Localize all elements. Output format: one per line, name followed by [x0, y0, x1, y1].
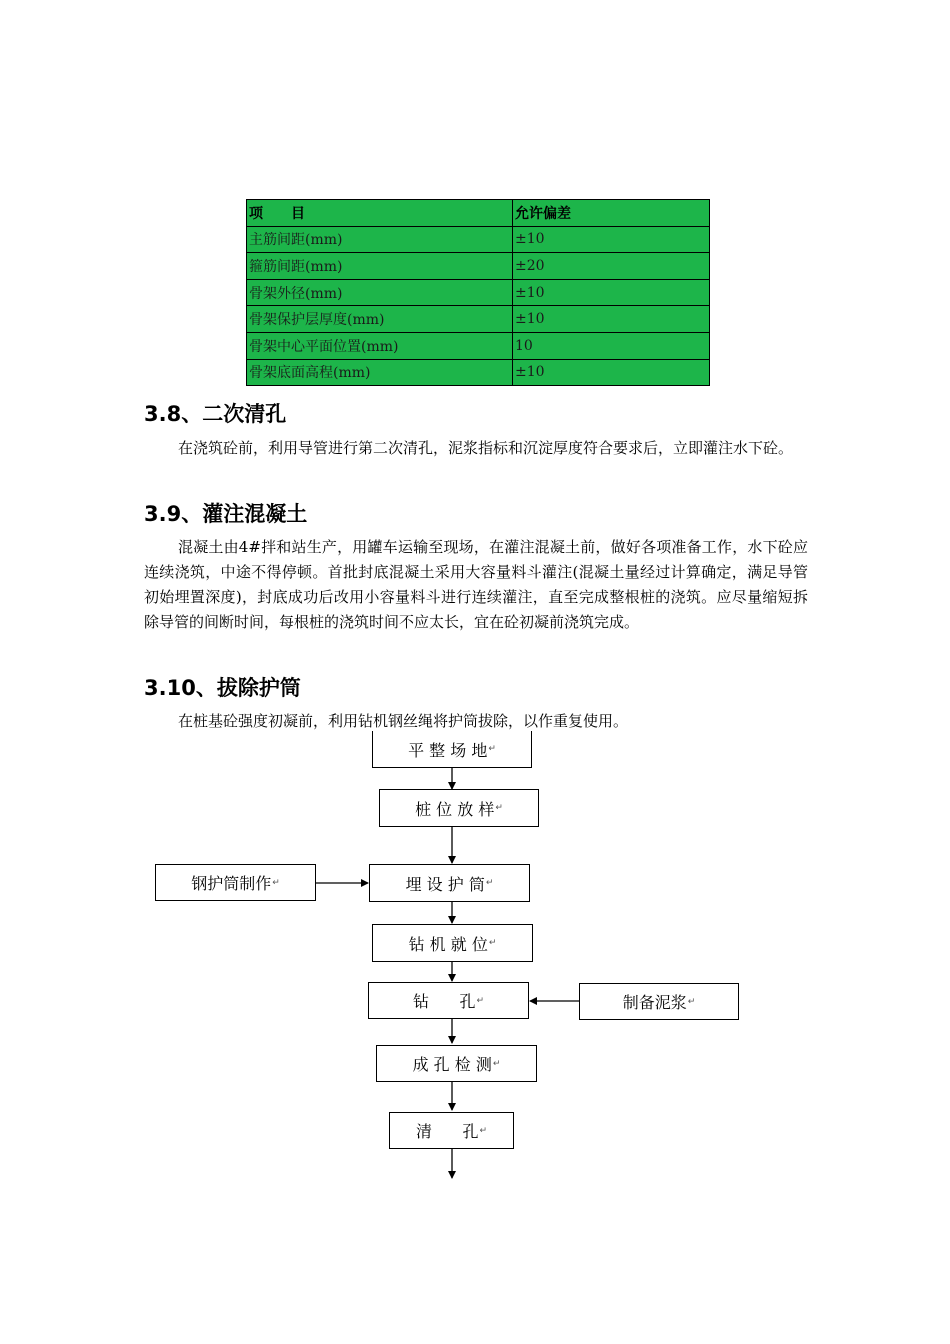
table-cell: 骨架保护层厚度(mm)	[247, 306, 513, 333]
flow-step-label: 钻 孔	[412, 992, 476, 1011]
section-text-3-9: 混凝土由4#拌和站生产，用罐车运输至现场，在灌注混凝土前，做好各项准备工作，水下砼应连续浇筑，中途不得停顿。首批封底混凝土采用大容量料斗灌注(混凝土量经过计算确定，满足导管初始埋置深度)，封底成功后改用小容量料斗进行连续灌注，直至完成整根桩的浇筑。应尽量缩短拆除导管的间断时间，每根桩的浇筑时间不应太长，宜在砼初凝前浇筑完成。	[144, 538, 808, 631]
return-mark: ↵	[488, 938, 497, 948]
table-cell: ±10	[513, 306, 710, 333]
flow-step-label: 平 整 场 地	[408, 740, 488, 760]
flow-step-rig-positioning	[372, 924, 533, 962]
section-heading-3-10: 3.10、拔除护筒	[144, 676, 301, 700]
flow-step-label: 成 孔 检 测	[412, 1055, 492, 1074]
table-cell: 主筋间距(mm)	[247, 226, 513, 253]
flow-step-site-leveling	[372, 731, 532, 768]
section-heading-3-9: 3.9、灌注混凝土	[144, 502, 308, 526]
return-mark: ↵	[488, 744, 496, 754]
table-cell: ±10	[513, 359, 710, 386]
table-cell: 骨架底面高程(mm)	[247, 359, 513, 386]
flow-step-label: 埋 设 护 筒	[405, 874, 485, 894]
return-mark: ↵	[479, 1125, 488, 1136]
table-cell: ±10	[513, 226, 710, 253]
flow-step-label: 清 孔	[415, 1122, 479, 1141]
flow-step-pile-layout	[379, 789, 539, 827]
flow-side-mud-preparation	[579, 983, 739, 1020]
table-cell: 骨架外径(mm)	[247, 279, 513, 306]
table-cell: 10	[513, 332, 710, 359]
section-heading-3-8: 3.8、二次清孔	[144, 402, 287, 426]
flow-side-casing-fabrication	[155, 864, 316, 901]
section-text-3-8: 在浇筑砼前，利用导管进行第二次清孔，泥浆指标和沉淀厚度符合要求后，立即灌注水下砼。	[178, 439, 794, 457]
flow-side-label: 钢护筒制作	[191, 874, 272, 893]
flow-step-drilling	[368, 982, 529, 1019]
flow-step-label: 桩 位 放 样	[415, 799, 495, 819]
table-cell: 骨架中心平面位置(mm)	[247, 332, 513, 359]
table-cell: 箍筋间距(mm)	[247, 253, 513, 280]
flow-step-hole-inspection	[376, 1045, 537, 1082]
flow-step-hole-cleaning	[389, 1112, 514, 1149]
return-mark: ↵	[485, 878, 494, 888]
return-mark: ↵	[492, 1058, 501, 1069]
flow-step-bury-casing	[369, 864, 530, 902]
return-mark: ↵	[495, 803, 503, 813]
header-tolerance: 允许偏差	[513, 200, 710, 227]
flow-step-label: 钻 机 就 位	[408, 934, 488, 954]
flow-side-label: 制备泥浆	[622, 993, 687, 1012]
table-cell: ±10	[513, 279, 710, 306]
return-mark: ↵	[272, 877, 280, 888]
return-mark: ↵	[476, 995, 485, 1006]
header-item: 项 目	[247, 200, 513, 227]
table-cell: ±20	[513, 253, 710, 280]
return-mark: ↵	[687, 996, 696, 1007]
section-text-3-10: 在桩基砼强度初凝前，利用钻机钢丝绳将护筒拔除，以作重复使用。	[178, 712, 629, 730]
